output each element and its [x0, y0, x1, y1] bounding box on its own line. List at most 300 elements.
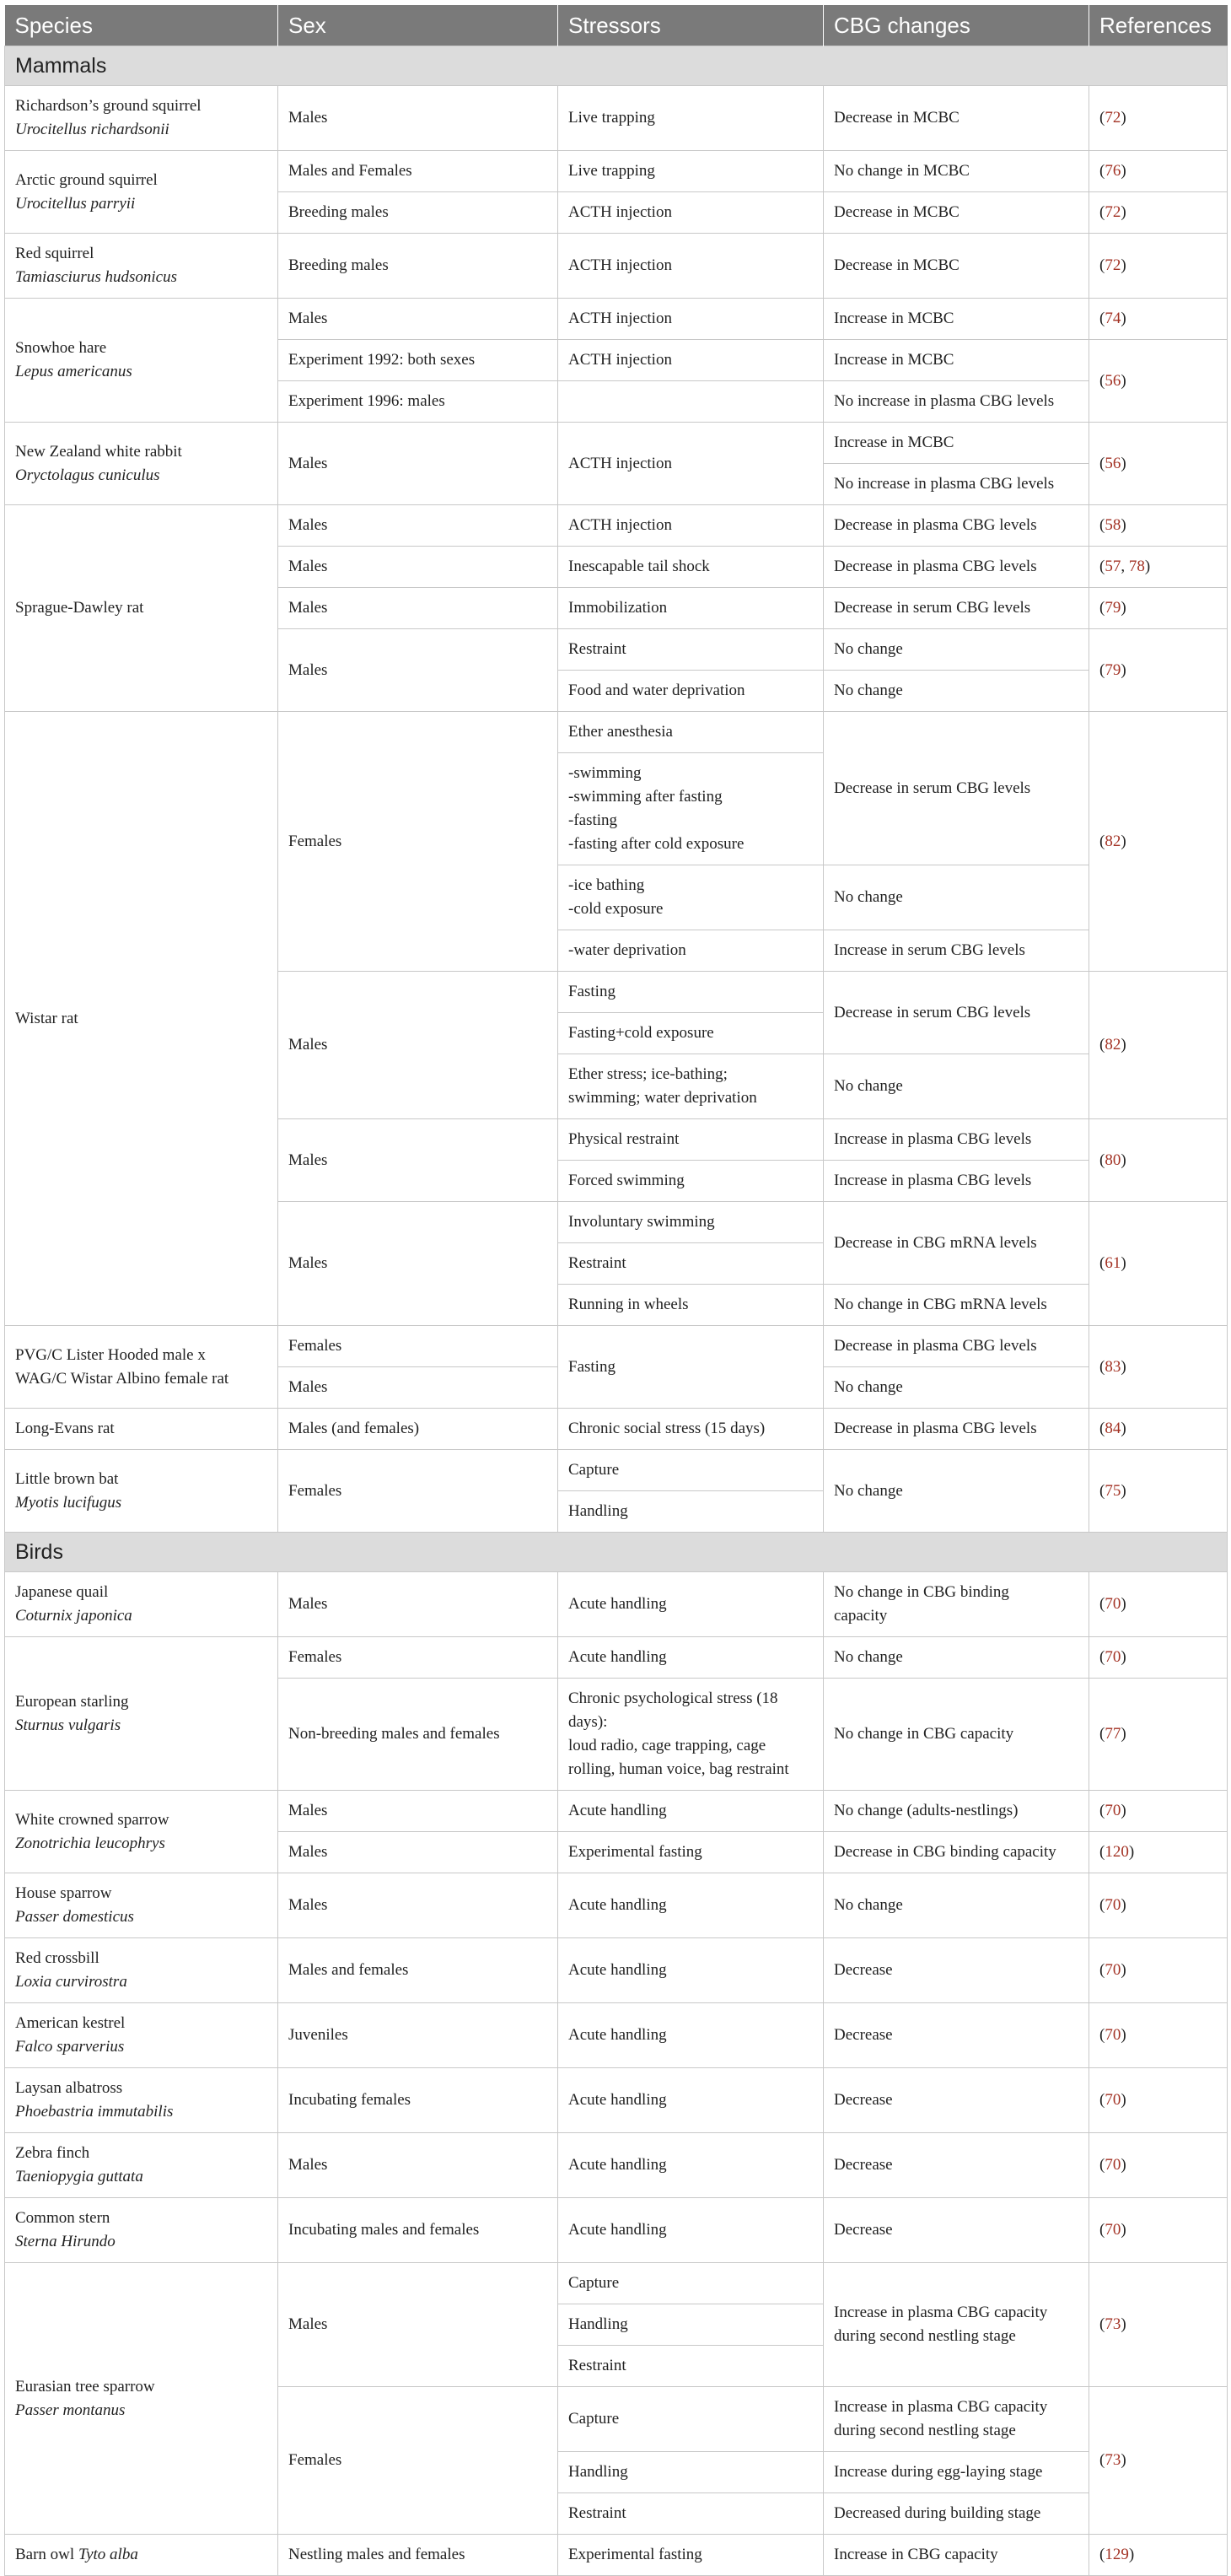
table-row [5, 86, 1228, 151]
reference-link[interactable]: 73 [1105, 2315, 1121, 2333]
stressors-cell: Experimental fasting [558, 1832, 824, 1873]
stressors-cell: Acute handling [558, 2198, 824, 2263]
changes-cell: No change [824, 1367, 1089, 1409]
species-scientific: Coturnix japonica [15, 1607, 132, 1625]
reference-link[interactable]: 84 [1105, 1420, 1121, 1437]
species-scientific: Myotis lucifugus [15, 1493, 122, 1512]
text-line: during second nestling stage [834, 2327, 1016, 2345]
text-line: loud radio, cage trapping, cage [568, 1737, 766, 1754]
species-cell [5, 2003, 278, 2068]
refs-cell: (73) [1089, 2387, 1228, 2535]
sex-cell: Breeding males [278, 234, 558, 299]
species-cell [5, 1791, 278, 1873]
changes-cell: Increase in MCBC [824, 423, 1089, 464]
stressors-cell: ACTH injection [558, 192, 824, 234]
changes-cell: No change [824, 671, 1089, 712]
refs-cell: (57, 78) [1089, 547, 1228, 588]
species-cell [5, 2198, 278, 2263]
species-common: New Zealand white rabbit [15, 442, 182, 461]
species-common: European starling [15, 1692, 129, 1711]
table-row [5, 2133, 1228, 2198]
changes-cell: Decrease in plasma CBG levels [824, 1326, 1089, 1367]
stressors-cell [558, 1679, 824, 1791]
species-common: Arctic ground squirrel [15, 170, 158, 189]
species-cell [5, 299, 278, 423]
table-header-row [5, 5, 1228, 46]
changes-cell: Increase during egg-laying stage [824, 2452, 1089, 2493]
text-line: No change in CBG binding [834, 1583, 1009, 1601]
sex-cell: Females [278, 1326, 558, 1367]
changes-cell: Decrease in CBG binding capacity [824, 1832, 1089, 1873]
section-title: Birds [5, 1533, 1228, 1572]
stressors-cell: Acute handling [558, 1791, 824, 1832]
changes-cell: Increase in MCBC [824, 299, 1089, 340]
reference-link[interactable]: 72 [1105, 109, 1121, 127]
species-scientific: Loxia curvirostra [15, 1973, 127, 1991]
changes-cell: No change [824, 1637, 1089, 1679]
table-row [5, 1409, 1228, 1450]
refs-cell: (80) [1089, 1119, 1228, 1202]
reference-link[interactable]: 72 [1105, 256, 1121, 274]
changes-cell: No change [824, 865, 1089, 930]
species-common: Zebra finch [15, 2144, 90, 2162]
refs-cell: (83) [1089, 1326, 1228, 1409]
text-line: swimming; water deprivation [568, 1089, 757, 1107]
sex-cell: Males [278, 505, 558, 547]
species-cell [5, 2068, 278, 2133]
header-stressors: Stressors [558, 5, 824, 46]
changes-cell: Increase in plasma CBG levels [824, 1161, 1089, 1202]
sex-cell: Males [278, 547, 558, 588]
sex-cell: Males [278, 299, 558, 340]
species-common: Long-Evans rat [15, 1420, 115, 1437]
stressors-cell: ACTH injection [558, 299, 824, 340]
stressors-cell: Fasting+cold exposure [558, 1013, 824, 1054]
section-row-birds [5, 1533, 1228, 1572]
reference-link[interactable]: 56 [1105, 454, 1121, 472]
species-cell [5, 86, 278, 151]
species-scientific: Phoebastria immutabilis [15, 2103, 174, 2121]
sex-cell: Females [278, 712, 558, 972]
species-scientific: Passer domesticus [15, 1908, 134, 1926]
reference-link[interactable]: 70 [1105, 2091, 1121, 2109]
changes-cell: No change [824, 1873, 1089, 1938]
reference-link[interactable]: 70 [1105, 2026, 1121, 2044]
species-cell [5, 151, 278, 234]
stressors-cell: Restraint [558, 2493, 824, 2535]
sex-cell: Males [278, 1873, 558, 1938]
species-common: Eurasian tree sparrow [15, 2377, 155, 2395]
species-common: House sparrow [15, 1884, 112, 1902]
reference-link[interactable]: 129 [1105, 2546, 1129, 2563]
changes-cell: No change [824, 1450, 1089, 1533]
sex-cell: Males (and females) [278, 1409, 558, 1450]
text-line: days): [568, 1713, 608, 1731]
reference-link[interactable]: 76 [1105, 162, 1121, 180]
sex-cell: Males and females [278, 1938, 558, 2003]
species-cell [5, 1572, 278, 1637]
section-title: Mammals [5, 46, 1228, 86]
species-common: Barn owl [15, 2546, 75, 2563]
refs-cell: (56) [1089, 423, 1228, 505]
changes-cell: Decrease in plasma CBG levels [824, 547, 1089, 588]
changes-cell: No increase in plasma CBG levels [824, 381, 1089, 423]
changes-cell: Decrease in MCBC [824, 86, 1089, 151]
stressors-cell: Acute handling [558, 1572, 824, 1637]
text-line: -fasting [568, 811, 618, 829]
refs-cell: (70) [1089, 1873, 1228, 1938]
species-common: Little brown bat [15, 1469, 119, 1488]
reference-link[interactable]: 58 [1105, 516, 1121, 534]
species-cell [5, 2133, 278, 2198]
species-common: Laysan albatross [15, 2079, 123, 2097]
reference-link[interactable]: 82 [1105, 832, 1121, 850]
stressors-cell: Fasting [558, 972, 824, 1013]
stressors-cell: -water deprivation [558, 930, 824, 972]
text-line: -ice bathing [568, 876, 645, 894]
text-line: Increase in plasma CBG capacity [834, 2398, 1048, 2416]
species-common: Sprague-Dawley rat [15, 599, 144, 617]
text-line: capacity [834, 1607, 888, 1625]
stressors-cell: Chronic social stress (15 days) [558, 1409, 824, 1450]
text-line: rolling, human voice, bag restraint [568, 1760, 789, 1778]
refs-cell: (70) [1089, 1791, 1228, 1832]
reference-link[interactable]: 83 [1105, 1357, 1121, 1376]
reference-link[interactable]: 74 [1105, 310, 1121, 327]
changes-cell: No increase in plasma CBG levels [824, 464, 1089, 505]
text-line: WAG/C Wistar Albino female rat [15, 1369, 229, 1388]
text-line: -fasting after cold exposure [568, 835, 745, 853]
text-line: -swimming after fasting [568, 788, 723, 806]
refs-cell: (72) [1089, 192, 1228, 234]
sex-cell: Males [278, 1202, 558, 1326]
refs-cell: (61) [1089, 1202, 1228, 1326]
species-cell [5, 423, 278, 505]
refs-cell: (70) [1089, 2003, 1228, 2068]
changes-cell: Decrease in serum CBG levels [824, 588, 1089, 629]
stressors-cell: Restraint [558, 1243, 824, 1285]
text-line: during second nestling stage [834, 2422, 1016, 2439]
changes-cell: Decrease in CBG mRNA levels [824, 1202, 1089, 1285]
changes-cell [824, 2387, 1089, 2452]
refs-cell: (120) [1089, 1832, 1228, 1873]
sex-cell: Males [278, 1572, 558, 1637]
changes-cell: No change [824, 1054, 1089, 1119]
stressors-cell: Acute handling [558, 1938, 824, 2003]
refs-cell: (82) [1089, 972, 1228, 1119]
changes-cell: Decrease [824, 2003, 1089, 2068]
sex-cell: Experiment 1996: males [278, 381, 558, 423]
species-cell [5, 234, 278, 299]
reference-link[interactable]: 70 [1105, 1961, 1121, 1979]
refs-cell: (77) [1089, 1679, 1228, 1791]
refs-cell: (76) [1089, 151, 1228, 192]
refs-cell: (58) [1089, 505, 1228, 547]
stressors-cell: Restraint [558, 2346, 824, 2387]
changes-cell: Decrease in plasma CBG levels [824, 505, 1089, 547]
stressors-cell: Physical restraint [558, 1119, 824, 1161]
stressors-cell [558, 865, 824, 930]
sex-cell: Females [278, 2387, 558, 2535]
table-row [5, 423, 1228, 464]
species-common: Richardson’s ground squirrel [15, 97, 202, 115]
sex-cell: Males [278, 1119, 558, 1202]
species-scientific: Oryctolagus cuniculus [15, 466, 160, 484]
changes-cell: Decrease [824, 1938, 1089, 2003]
sex-cell: Males [278, 1791, 558, 1832]
species-cell [5, 1409, 278, 1450]
sex-cell: Nestling males and females [278, 2535, 558, 2576]
header-references: References [1089, 5, 1228, 46]
species-scientific: Urocitellus richardsonii [15, 121, 169, 138]
refs-cell: (70) [1089, 1938, 1228, 2003]
text-line: -cold exposure [568, 900, 664, 918]
changes-cell: Increase in CBG capacity [824, 2535, 1089, 2576]
changes-cell: No change in CBG mRNA levels [824, 1285, 1089, 1326]
reference-link[interactable]: 82 [1105, 1036, 1121, 1054]
refs-cell: (72) [1089, 86, 1228, 151]
stressors-cell: Capture [558, 2263, 824, 2304]
species-common: Common stern [15, 2209, 110, 2227]
species-common: Red squirrel [15, 245, 94, 262]
changes-cell: Decrease in serum CBG levels [824, 712, 1089, 865]
refs-cell: (74) [1089, 299, 1228, 340]
species-scientific: Urocitellus parryii [15, 194, 136, 213]
stressors-cell: Involuntary swimming [558, 1202, 824, 1243]
species-scientific: Sterna Hirundo [15, 2233, 116, 2250]
stressors-cell: ACTH injection [558, 423, 824, 505]
table-row [5, 1873, 1228, 1938]
stressors-cell [558, 1054, 824, 1119]
changes-cell: Decreased during building stage [824, 2493, 1089, 2535]
species-cell [5, 1450, 278, 1533]
sex-cell: Experiment 1992: both sexes [278, 340, 558, 381]
stressors-cell: Running in wheels [558, 1285, 824, 1326]
changes-cell: No change in CBG capacity [824, 1679, 1089, 1791]
text-line: Chronic psychological stress (18 [568, 1689, 778, 1707]
table-row [5, 234, 1228, 299]
reference-link[interactable]: 70 [1105, 1648, 1121, 1666]
changes-cell: Increase in serum CBG levels [824, 930, 1089, 972]
species-common: Red crossbill [15, 1949, 99, 1967]
species-cell [5, 505, 278, 712]
stressors-cell: Restraint [558, 629, 824, 671]
refs-cell: (70) [1089, 2198, 1228, 2263]
stressors-cell: Live trapping [558, 86, 824, 151]
refs-cell: (129) [1089, 2535, 1228, 2576]
refs-cell: (70) [1089, 1637, 1228, 1679]
refs-cell: (84) [1089, 1409, 1228, 1450]
stressors-cell: Live trapping [558, 151, 824, 192]
sex-cell: Females [278, 1450, 558, 1533]
table-row [5, 1791, 1228, 1832]
table-row [5, 1572, 1228, 1637]
text-line: -swimming [568, 764, 642, 782]
reference-link[interactable]: 70 [1105, 1896, 1121, 1914]
changes-cell: No change (adults-nestlings) [824, 1791, 1089, 1832]
changes-cell: Decrease in MCBC [824, 192, 1089, 234]
stressors-cell: Acute handling [558, 1637, 824, 1679]
refs-cell: (70) [1089, 2068, 1228, 2133]
header-cbg-changes: CBG changes [824, 5, 1089, 46]
table-row [5, 1938, 1228, 2003]
refs-cell: (70) [1089, 2133, 1228, 2198]
sex-cell: Males and Females [278, 151, 558, 192]
species-cell [5, 2263, 278, 2535]
changes-cell: Decrease in plasma CBG levels [824, 1409, 1089, 1450]
sex-cell: Juveniles [278, 2003, 558, 2068]
reference-link[interactable]: 73 [1105, 2451, 1121, 2469]
stressors-cell: ACTH injection [558, 234, 824, 299]
stressors-cell: Food and water deprivation [558, 671, 824, 712]
table-row [5, 505, 1228, 547]
text-line: PVG/C Lister Hooded male x [15, 1345, 206, 1364]
table-row [5, 151, 1228, 192]
reference-link[interactable]: 72 [1105, 203, 1121, 221]
changes-cell: No change in MCBC [824, 151, 1089, 192]
reference-link[interactable]: 80 [1105, 1151, 1121, 1169]
reference-link[interactable]: 79 [1105, 599, 1121, 617]
table-row [5, 2068, 1228, 2133]
sex-cell: Males [278, 588, 558, 629]
refs-cell: (82) [1089, 712, 1228, 972]
changes-cell: Decrease [824, 2133, 1089, 2198]
species-scientific: Taeniopygia guttata [15, 2168, 143, 2185]
stressors-cell: ACTH injection [558, 505, 824, 547]
table-row [5, 299, 1228, 340]
section-row-mammals [5, 46, 1228, 86]
stressors-cell: Handling [558, 1491, 824, 1533]
stressors-cell: ACTH injection [558, 340, 824, 381]
table-row [5, 2263, 1228, 2304]
species-cell [5, 712, 278, 1326]
species-cell [5, 2535, 278, 2576]
sex-cell: Males [278, 1832, 558, 1873]
species-cell [5, 1873, 278, 1938]
reference-link[interactable]: 77 [1105, 1725, 1121, 1743]
stressors-cell: Capture [558, 2387, 824, 2452]
stressors-cell: Acute handling [558, 2068, 824, 2133]
refs-cell: (79) [1089, 629, 1228, 712]
changes-cell: Increase in MCBC [824, 340, 1089, 381]
refs-cell: (56) [1089, 340, 1228, 423]
refs-cell: (75) [1089, 1450, 1228, 1533]
cbg-stress-table [4, 5, 1228, 2576]
sex-cell: Males [278, 423, 558, 505]
stressors-cell [558, 753, 824, 865]
sex-cell: Breeding males [278, 192, 558, 234]
sex-cell: Males [278, 2133, 558, 2198]
sex-cell: Males [278, 1367, 558, 1409]
sex-cell: Non-breeding males and females [278, 1679, 558, 1791]
refs-cell: (79) [1089, 588, 1228, 629]
stressors-cell: Acute handling [558, 1873, 824, 1938]
table-row [5, 1450, 1228, 1491]
species-common: White crowned sparrow [15, 1810, 169, 1829]
refs-cell: (70) [1089, 1572, 1228, 1637]
species-scientific: Zonotrichia leucophrys [15, 1834, 165, 1852]
stressors-cell: Immobilization [558, 588, 824, 629]
stressors-cell: Ether anesthesia [558, 712, 824, 753]
species-common: Wistar rat [15, 1009, 78, 1027]
refs-cell: (73) [1089, 2263, 1228, 2387]
changes-cell: Decrease [824, 2198, 1089, 2263]
stressors-cell: Acute handling [558, 2133, 824, 2198]
reference-link[interactable]: 120 [1105, 1843, 1129, 1861]
changes-cell [824, 1572, 1089, 1637]
sex-cell: Males [278, 2263, 558, 2387]
table-row [5, 1637, 1228, 1679]
stressors-cell: Experimental fasting [558, 2535, 824, 2576]
changes-cell: Decrease in MCBC [824, 234, 1089, 299]
table-row [5, 1326, 1228, 1367]
reference-link[interactable]: 75 [1105, 1481, 1121, 1500]
stressors-cell: Fasting [558, 1326, 824, 1409]
sex-cell: Females [278, 1637, 558, 1679]
reference-link[interactable]: 70 [1105, 1802, 1121, 1819]
stressors-cell: Capture [558, 1450, 824, 1491]
stressors-cell: Inescapable tail shock [558, 547, 824, 588]
species-cell [5, 1637, 278, 1791]
changes-cell: No change [824, 629, 1089, 671]
species-common: Snowhoe hare [15, 339, 107, 357]
refs-cell: (72) [1089, 234, 1228, 299]
sex-cell: Males [278, 86, 558, 151]
changes-cell: Decrease in serum CBG levels [824, 972, 1089, 1054]
species-scientific: Falco sparverius [15, 2038, 125, 2056]
table-body [5, 46, 1228, 2576]
changes-cell [824, 2263, 1089, 2387]
stressors-cell: Handling [558, 2452, 824, 2493]
reference-link[interactable]: 56 [1105, 371, 1121, 390]
species-scientific: Passer montanus [15, 2401, 126, 2419]
text-line: Ether stress; ice-bathing; [568, 1065, 728, 1083]
sex-cell: Incubating females [278, 2068, 558, 2133]
changes-cell: Decrease [824, 2068, 1089, 2133]
species-scientific: Sturnus vulgaris [15, 1716, 121, 1734]
species-scientific: Tamiasciurus hudsonicus [15, 268, 177, 286]
stressors-cell: Forced swimming [558, 1161, 824, 1202]
sex-cell: Incubating males and females [278, 2198, 558, 2263]
stressors-cell: Acute handling [558, 2003, 824, 2068]
sex-cell: Males [278, 972, 558, 1119]
species-scientific: Lepus americanus [15, 363, 132, 380]
table-row [5, 2198, 1228, 2263]
table-row [5, 2535, 1228, 2576]
reference-link[interactable]: 79 [1105, 660, 1121, 679]
header-sex: Sex [278, 5, 558, 46]
reference-link[interactable]: 57 [1105, 558, 1121, 575]
species-scientific: Tyto alba [78, 2546, 138, 2563]
reference-link[interactable]: 70 [1105, 2221, 1121, 2239]
species-common: American kestrel [15, 2014, 126, 2032]
changes-cell: Increase in plasma CBG levels [824, 1119, 1089, 1161]
sex-cell: Males [278, 629, 558, 712]
species-common: Japanese quail [15, 1583, 109, 1601]
text-line: Increase in plasma CBG capacity [834, 2304, 1048, 2321]
stressors-cell [558, 381, 824, 423]
species-cell [5, 1326, 278, 1409]
table-row [5, 2003, 1228, 2068]
reference-link[interactable]: 61 [1105, 1254, 1121, 1272]
header-species: Species [5, 5, 278, 46]
species-cell [5, 1938, 278, 2003]
reference-link[interactable]: 70 [1105, 2156, 1121, 2174]
stressors-cell: Handling [558, 2304, 824, 2346]
reference-link[interactable]: 78 [1128, 558, 1145, 575]
reference-link[interactable]: 70 [1105, 1595, 1121, 1613]
table-row [5, 712, 1228, 753]
